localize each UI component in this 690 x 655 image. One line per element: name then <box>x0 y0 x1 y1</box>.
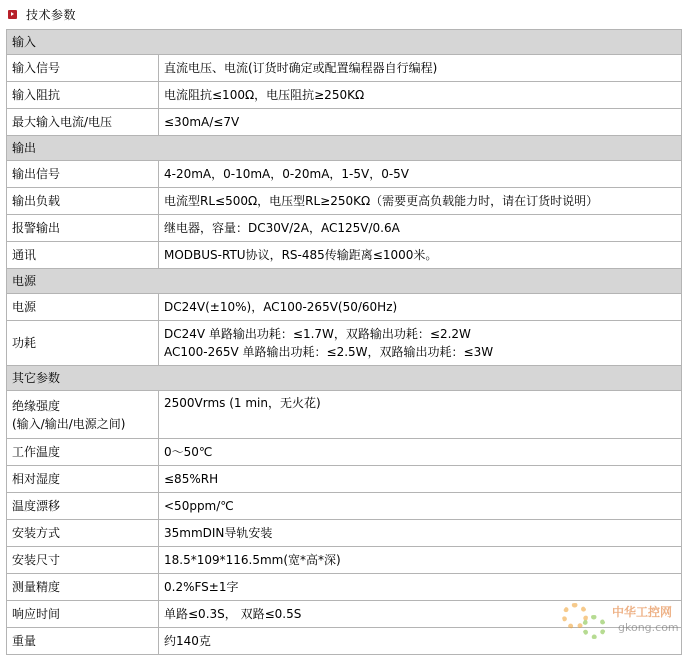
gear-icon <box>582 615 606 639</box>
row-label: 输出负载 <box>7 188 159 215</box>
section-title <box>8 5 76 23</box>
table-row <box>7 391 682 439</box>
table-row <box>7 321 682 366</box>
row-value: DC24V(±10%)，AC100-265V(50/60Hz) <box>159 294 682 321</box>
section-header-power: 电源 <box>7 269 682 294</box>
row-label <box>7 391 159 439</box>
table-row <box>7 466 682 493</box>
table-row <box>7 188 682 215</box>
row-value: 4-20mA，0-10mA，0-20mA，1-5V，0-5V <box>159 161 682 188</box>
row-value: 单路≤0.3S， 双路≤0.5S <box>159 601 682 628</box>
table-row <box>7 55 682 82</box>
table-row <box>7 547 682 574</box>
section-header-row <box>7 269 682 294</box>
page-title: 技术参数 <box>26 7 77 22</box>
row-label: 重量 <box>7 628 159 655</box>
section-header-other: 其它参数 <box>7 366 682 391</box>
row-value: 35mmDIN导轨安装 <box>159 520 682 547</box>
watermark-text: 中华工控网 <box>612 605 673 619</box>
row-label: 响应时间 <box>7 601 159 628</box>
table-row <box>7 294 682 321</box>
bullet-arrow-icon <box>8 10 17 19</box>
row-value: MODBUS-RTU协议，RS-485传输距离≤1000米。 <box>159 242 682 269</box>
table-row <box>7 161 682 188</box>
row-label: 通讯 <box>7 242 159 269</box>
row-label: 最大输入电流/电压 <box>7 109 159 136</box>
row-label-line: (输入/输出/电源之间) <box>12 416 126 431</box>
row-value: 18.5*109*116.5mm(宽*高*深) <box>159 547 682 574</box>
row-label: 输入阻抗 <box>7 82 159 109</box>
table-row <box>7 520 682 547</box>
table-row <box>7 215 682 242</box>
table-row <box>7 109 682 136</box>
section-header-row <box>7 366 682 391</box>
section-header-input: 输入 <box>7 30 682 55</box>
row-label: 相对湿度 <box>7 466 159 493</box>
row-value: 电流型RL≤500Ω，电压型RL≥250KΩ（需要更高负载能力时，请在订货时说明） <box>159 188 682 215</box>
row-label: 输入信号 <box>7 55 159 82</box>
row-label: 温度漂移 <box>7 493 159 520</box>
row-value <box>159 321 682 366</box>
row-value: 2500Vrms (1 min，无火花) <box>159 391 682 439</box>
table-row <box>7 439 682 466</box>
section-header-output: 输出 <box>7 136 682 161</box>
table-row <box>7 242 682 269</box>
row-label: 安装尺寸 <box>7 547 159 574</box>
row-label: 报警输出 <box>7 215 159 242</box>
row-value: ≤30mA/≤7V <box>159 109 682 136</box>
table-row <box>7 574 682 601</box>
row-label: 功耗 <box>7 321 159 366</box>
row-label: 安装方式 <box>7 520 159 547</box>
row-value: 约140克 <box>159 628 682 655</box>
row-value: 继电器，容量：DC30V/2A，AC125V/0.6A <box>159 215 682 242</box>
table-row <box>7 82 682 109</box>
watermark-url: gkong.com <box>618 621 679 634</box>
spec-table <box>6 29 682 655</box>
row-label: 测量精度 <box>7 574 159 601</box>
row-value: <50ppm/℃ <box>159 493 682 520</box>
row-label-line: 绝缘强度 <box>12 398 61 413</box>
row-label: 输出信号 <box>7 161 159 188</box>
row-value-line: DC24V 单路输出功耗：≤1.7W，双路输出功耗：≤2.2W <box>164 327 471 341</box>
section-header-row <box>7 136 682 161</box>
row-label: 工作温度 <box>7 439 159 466</box>
row-value: 直流电压、电流(订货时确定或配置编程器自行编程) <box>159 55 682 82</box>
row-value: 0～50℃ <box>159 439 682 466</box>
row-value-line: AC100-265V 单路输出功耗：≤2.5W，双路输出功耗：≤3W <box>164 345 494 359</box>
row-value: 电流阻抗≤100Ω，电压阻抗≥250KΩ <box>159 82 682 109</box>
row-label: 电源 <box>7 294 159 321</box>
row-value: ≤85%RH <box>159 466 682 493</box>
table-row <box>7 493 682 520</box>
watermark-logo <box>562 599 682 645</box>
row-value: 0.2%FS±1字 <box>159 574 682 601</box>
section-header-row <box>7 30 682 55</box>
